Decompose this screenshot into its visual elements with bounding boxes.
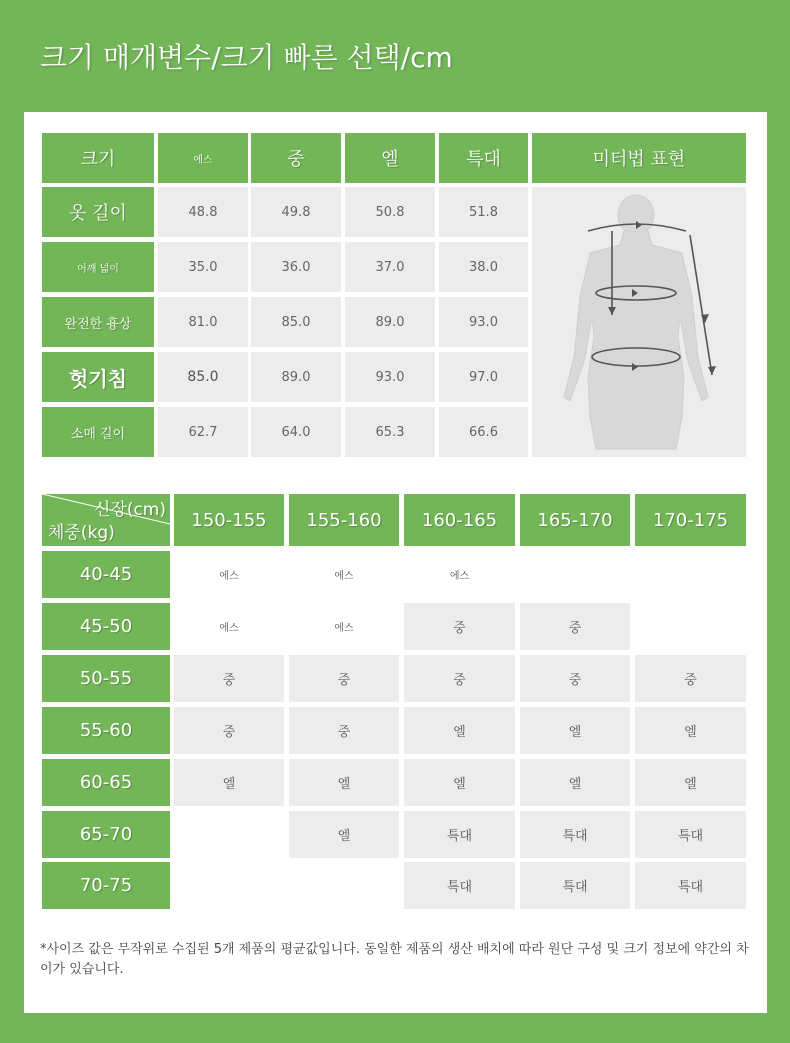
pick-cell: 중	[520, 655, 630, 702]
size-value: 48.8	[158, 187, 248, 237]
pick-cell: 엘	[520, 707, 630, 754]
pick-cell: 엘	[635, 759, 746, 806]
pick-cell: 에스	[289, 603, 399, 650]
size-value: 93.0	[439, 297, 528, 347]
size-value: 64.0	[251, 407, 341, 457]
size-table-corner: 크기	[42, 133, 154, 183]
pick-cell	[174, 811, 284, 858]
size-header-m: 중	[251, 133, 341, 183]
row-label-bust: 완전한 흉상	[42, 297, 154, 347]
height-axis-label: 신장(cm)	[93, 500, 166, 520]
pick-cell: 엘	[289, 759, 399, 806]
pick-cell	[520, 551, 630, 598]
size-value: 37.0	[345, 242, 435, 292]
body-silhouette-icon	[532, 187, 746, 457]
height-header: 150-155	[174, 494, 284, 546]
size-value: 81.0	[158, 297, 248, 347]
pick-cell: 에스	[404, 551, 515, 598]
row-label-length: 옷 길이	[42, 187, 154, 237]
page-title: 크기 매개변수/크기 빠른 선택/cm	[40, 41, 453, 74]
pick-cell: 특대	[635, 862, 746, 909]
size-value: 89.0	[251, 352, 341, 402]
height-header: 160-165	[404, 494, 515, 546]
weight-label: 55-60	[42, 707, 170, 754]
figure-header: 미터법 표현	[532, 133, 746, 183]
row-label-shoulder: 어깨 넓이	[42, 242, 154, 292]
size-value: 85.0	[251, 297, 341, 347]
pick-cell: 중	[174, 655, 284, 702]
row-label-sleeve: 소매 길이	[42, 407, 154, 457]
pick-cell	[635, 551, 746, 598]
size-header-xl: 특대	[439, 133, 528, 183]
pick-cell: 엘	[404, 707, 515, 754]
pick-cell: 에스	[174, 603, 284, 650]
height-header: 155-160	[289, 494, 399, 546]
pick-cell: 특대	[404, 811, 515, 858]
pick-cell: 중	[289, 655, 399, 702]
size-value: 85.0	[158, 352, 248, 402]
size-value: 97.0	[439, 352, 528, 402]
size-value: 36.0	[251, 242, 341, 292]
height-header: 165-170	[520, 494, 630, 546]
footnote: *사이즈 값은 무작위로 수집된 5개 제품의 평균값입니다. 동일한 제품의 생산 배치에 따라 원단 구성 및 크기 정보에 약간의 차이가 있습니다.	[40, 942, 749, 977]
pick-cell: 엘	[289, 811, 399, 858]
pick-cell: 엘	[174, 759, 284, 806]
pick-cell: 중	[289, 707, 399, 754]
pick-cell	[289, 862, 399, 909]
pick-cell: 에스	[289, 551, 399, 598]
weight-label: 50-55	[42, 655, 170, 702]
weight-label: 70-75	[42, 862, 170, 909]
pick-cell: 중	[404, 603, 515, 650]
pick-cell	[635, 603, 746, 650]
size-value: 50.8	[345, 187, 435, 237]
weight-label: 45-50	[42, 603, 170, 650]
weight-label: 60-65	[42, 759, 170, 806]
size-value: 38.0	[439, 242, 528, 292]
body-measurement-figure	[532, 187, 746, 457]
pick-cell: 중	[635, 655, 746, 702]
pick-cell: 특대	[520, 811, 630, 858]
pick-cell: 엘	[404, 759, 515, 806]
height-header: 170-175	[635, 494, 746, 546]
size-value: 35.0	[158, 242, 248, 292]
size-value: 65.3	[345, 407, 435, 457]
size-value: 89.0	[345, 297, 435, 347]
pick-cell: 중	[174, 707, 284, 754]
weight-axis-label: 체중(kg)	[48, 523, 115, 543]
size-value: 93.0	[345, 352, 435, 402]
size-value: 62.7	[158, 407, 248, 457]
pick-cell: 특대	[404, 862, 515, 909]
weight-label: 65-70	[42, 811, 170, 858]
pick-table-corner	[42, 494, 170, 546]
pick-cell	[174, 862, 284, 909]
pick-cell: 엘	[635, 707, 746, 754]
pick-cell: 에스	[174, 551, 284, 598]
size-value: 66.6	[439, 407, 528, 457]
size-value: 51.8	[439, 187, 528, 237]
size-header-s: 에스	[158, 133, 248, 183]
row-label-hip: 헛기침	[42, 352, 154, 402]
pick-cell: 특대	[635, 811, 746, 858]
size-header-l: 엘	[345, 133, 435, 183]
pick-cell: 엘	[520, 759, 630, 806]
size-value: 49.8	[251, 187, 341, 237]
pick-cell: 중	[520, 603, 630, 650]
pick-cell: 중	[404, 655, 515, 702]
pick-cell: 특대	[520, 862, 630, 909]
weight-label: 40-45	[42, 551, 170, 598]
